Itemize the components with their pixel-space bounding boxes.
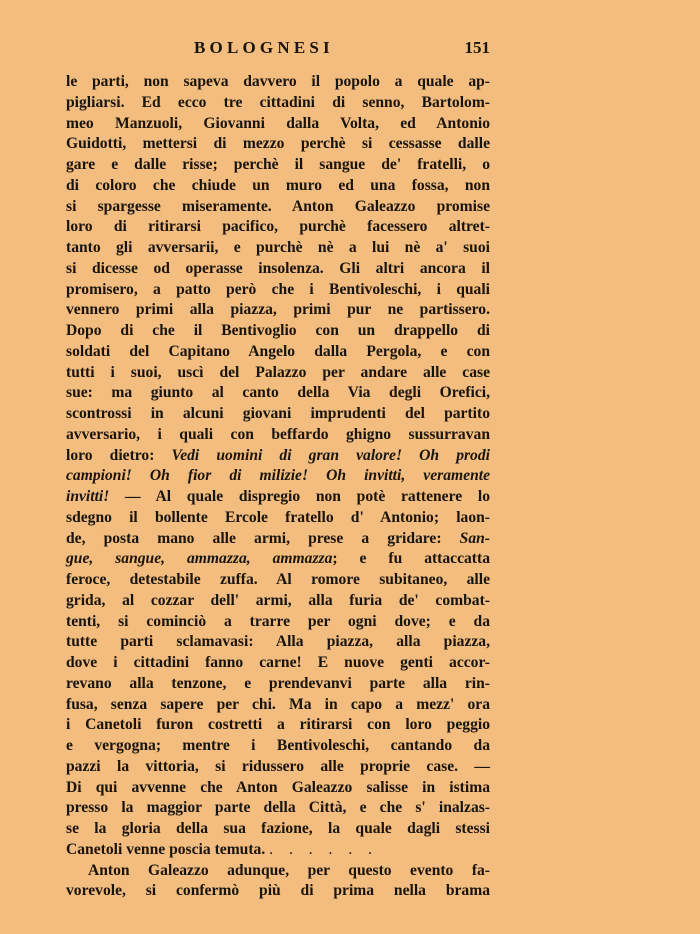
text-line: sdegno il bollente Ercole fratello d' Antonio; laon- <box>66 508 490 526</box>
text-line: feroce, detestabile zuffa. Al romore subitaneo, alle <box>66 571 490 588</box>
text-line: grida, al cozzar dell' armi, alla furia de' combat- <box>66 591 490 609</box>
text-line: tutte parti sclamavasi: Alla piazza, alla piazza, <box>66 633 490 651</box>
text-line: e vergogna; mentre i Bentivoleschi, cantando da <box>66 737 490 754</box>
text-line: de, posta mano alle armi, prese a gridare: San- <box>66 529 490 547</box>
italic-quote: campioni! Oh fior di milizie! Oh invitti, veramente <box>66 467 490 485</box>
text-line: vennero primi alla piazza, primi pur ne partissero. <box>66 301 490 319</box>
text-line: si spargesse miseramente. Anton Galeazzo promise <box>66 197 490 215</box>
text-line: Dopo di che il Bentivoglio con un drappello di <box>66 322 490 339</box>
text-line: di coloro che chiude un muro ed una fossa, non <box>66 176 490 194</box>
running-head <box>66 38 490 62</box>
line-filler-dots: . . . . . . <box>269 840 379 858</box>
text-line: presso la maggior parte della Città, e che s' inalzas- <box>66 799 490 817</box>
text-line: se la gloria della sua fazione, la quale dagli stessi <box>66 820 490 837</box>
text-line: si dicesse od operasse insolenza. Gli altri ancora il <box>66 259 490 277</box>
text-line: invitti! — Al quale dispregio non potè rattenere lo <box>66 488 490 505</box>
text-line: meo Manzuoli, Giovanni dalla Volta, ed Antonio <box>66 114 490 132</box>
running-title: BOLOGNESI <box>194 38 334 57</box>
text-line: loro dietro: Vedi uomini di gran valore! Oh prodi <box>66 446 490 464</box>
text-line: revano alla tenzone, e prendevanvi parte alla rin- <box>66 674 490 692</box>
text-line: Canetoli venne poscia temuta. . . . . . . <box>66 840 379 858</box>
italic-quote: Vedi uomini di gran valore! Oh prodi <box>171 446 490 464</box>
text-line: Guidotti, mettersi di mezzo perchè si cessasse dalle <box>66 135 490 153</box>
text-line: gare e dalle risse; perchè il sangue de' fratelli, o <box>66 156 490 173</box>
text-line: Anton Galeazzo adunque, per questo evento fa- <box>88 861 490 879</box>
text-line: tanto gli avversarii, e purchè nè a lui nè a' suoi <box>66 239 490 256</box>
text-line: tenti, si cominciò a trarre per ogni dove; e da <box>66 612 490 630</box>
text-line: dove i cittadini fanno carne! E nuove genti accor- <box>66 654 490 671</box>
text-line: sue: ma giunto al canto della Via degli Orefici, <box>66 384 490 402</box>
text-line: pigliarsi. Ed ecco tre cittadini di senno, Bartolom- <box>66 93 490 111</box>
text-line: i Canetoli furon costretti a ritirarsi con loro peggio <box>66 716 490 734</box>
text-line: promisero, a patto però che i Bentivoleschi, i quali <box>66 280 490 298</box>
text-line: soldati del Capitano Angelo dalla Pergola, e con <box>66 342 490 360</box>
body-text <box>66 72 490 902</box>
text-line: vorevole, si confermò più di prima nella brama <box>66 882 490 900</box>
italic-quote: San- <box>459 529 490 547</box>
text-line: le parti, non sapeva davvero il popolo a quale ap- <box>66 73 490 90</box>
text-line: loro di ritirarsi pacifico, purchè facessero altret- <box>66 218 490 236</box>
text-line: pazzi la vittoria, si ridussero alle proprie case. — <box>66 757 490 775</box>
text-line: avversario, i quali con beffardo ghigno sussurravan <box>66 425 490 443</box>
text-line: scontrossi in alcuni giovani imprudenti del partito <box>66 405 490 422</box>
text-line: fusa, senza sapere per chi. Ma in capo a mezz' ora <box>66 695 490 713</box>
italic-quote: invitti! <box>66 488 110 505</box>
text-line: gue, sangue, ammazza, ammazza; e fu attaccatta <box>66 550 490 568</box>
page-number: 151 <box>464 38 490 57</box>
text-line <box>66 466 490 487</box>
text-line: tutti i suoi, uscì del Palazzo per andare alle case <box>66 363 490 381</box>
text-line: Di qui avvenne che Anton Galeazzo salisse in istima <box>66 778 490 796</box>
italic-quote: gue, sangue, ammazza, ammazza <box>66 550 333 568</box>
